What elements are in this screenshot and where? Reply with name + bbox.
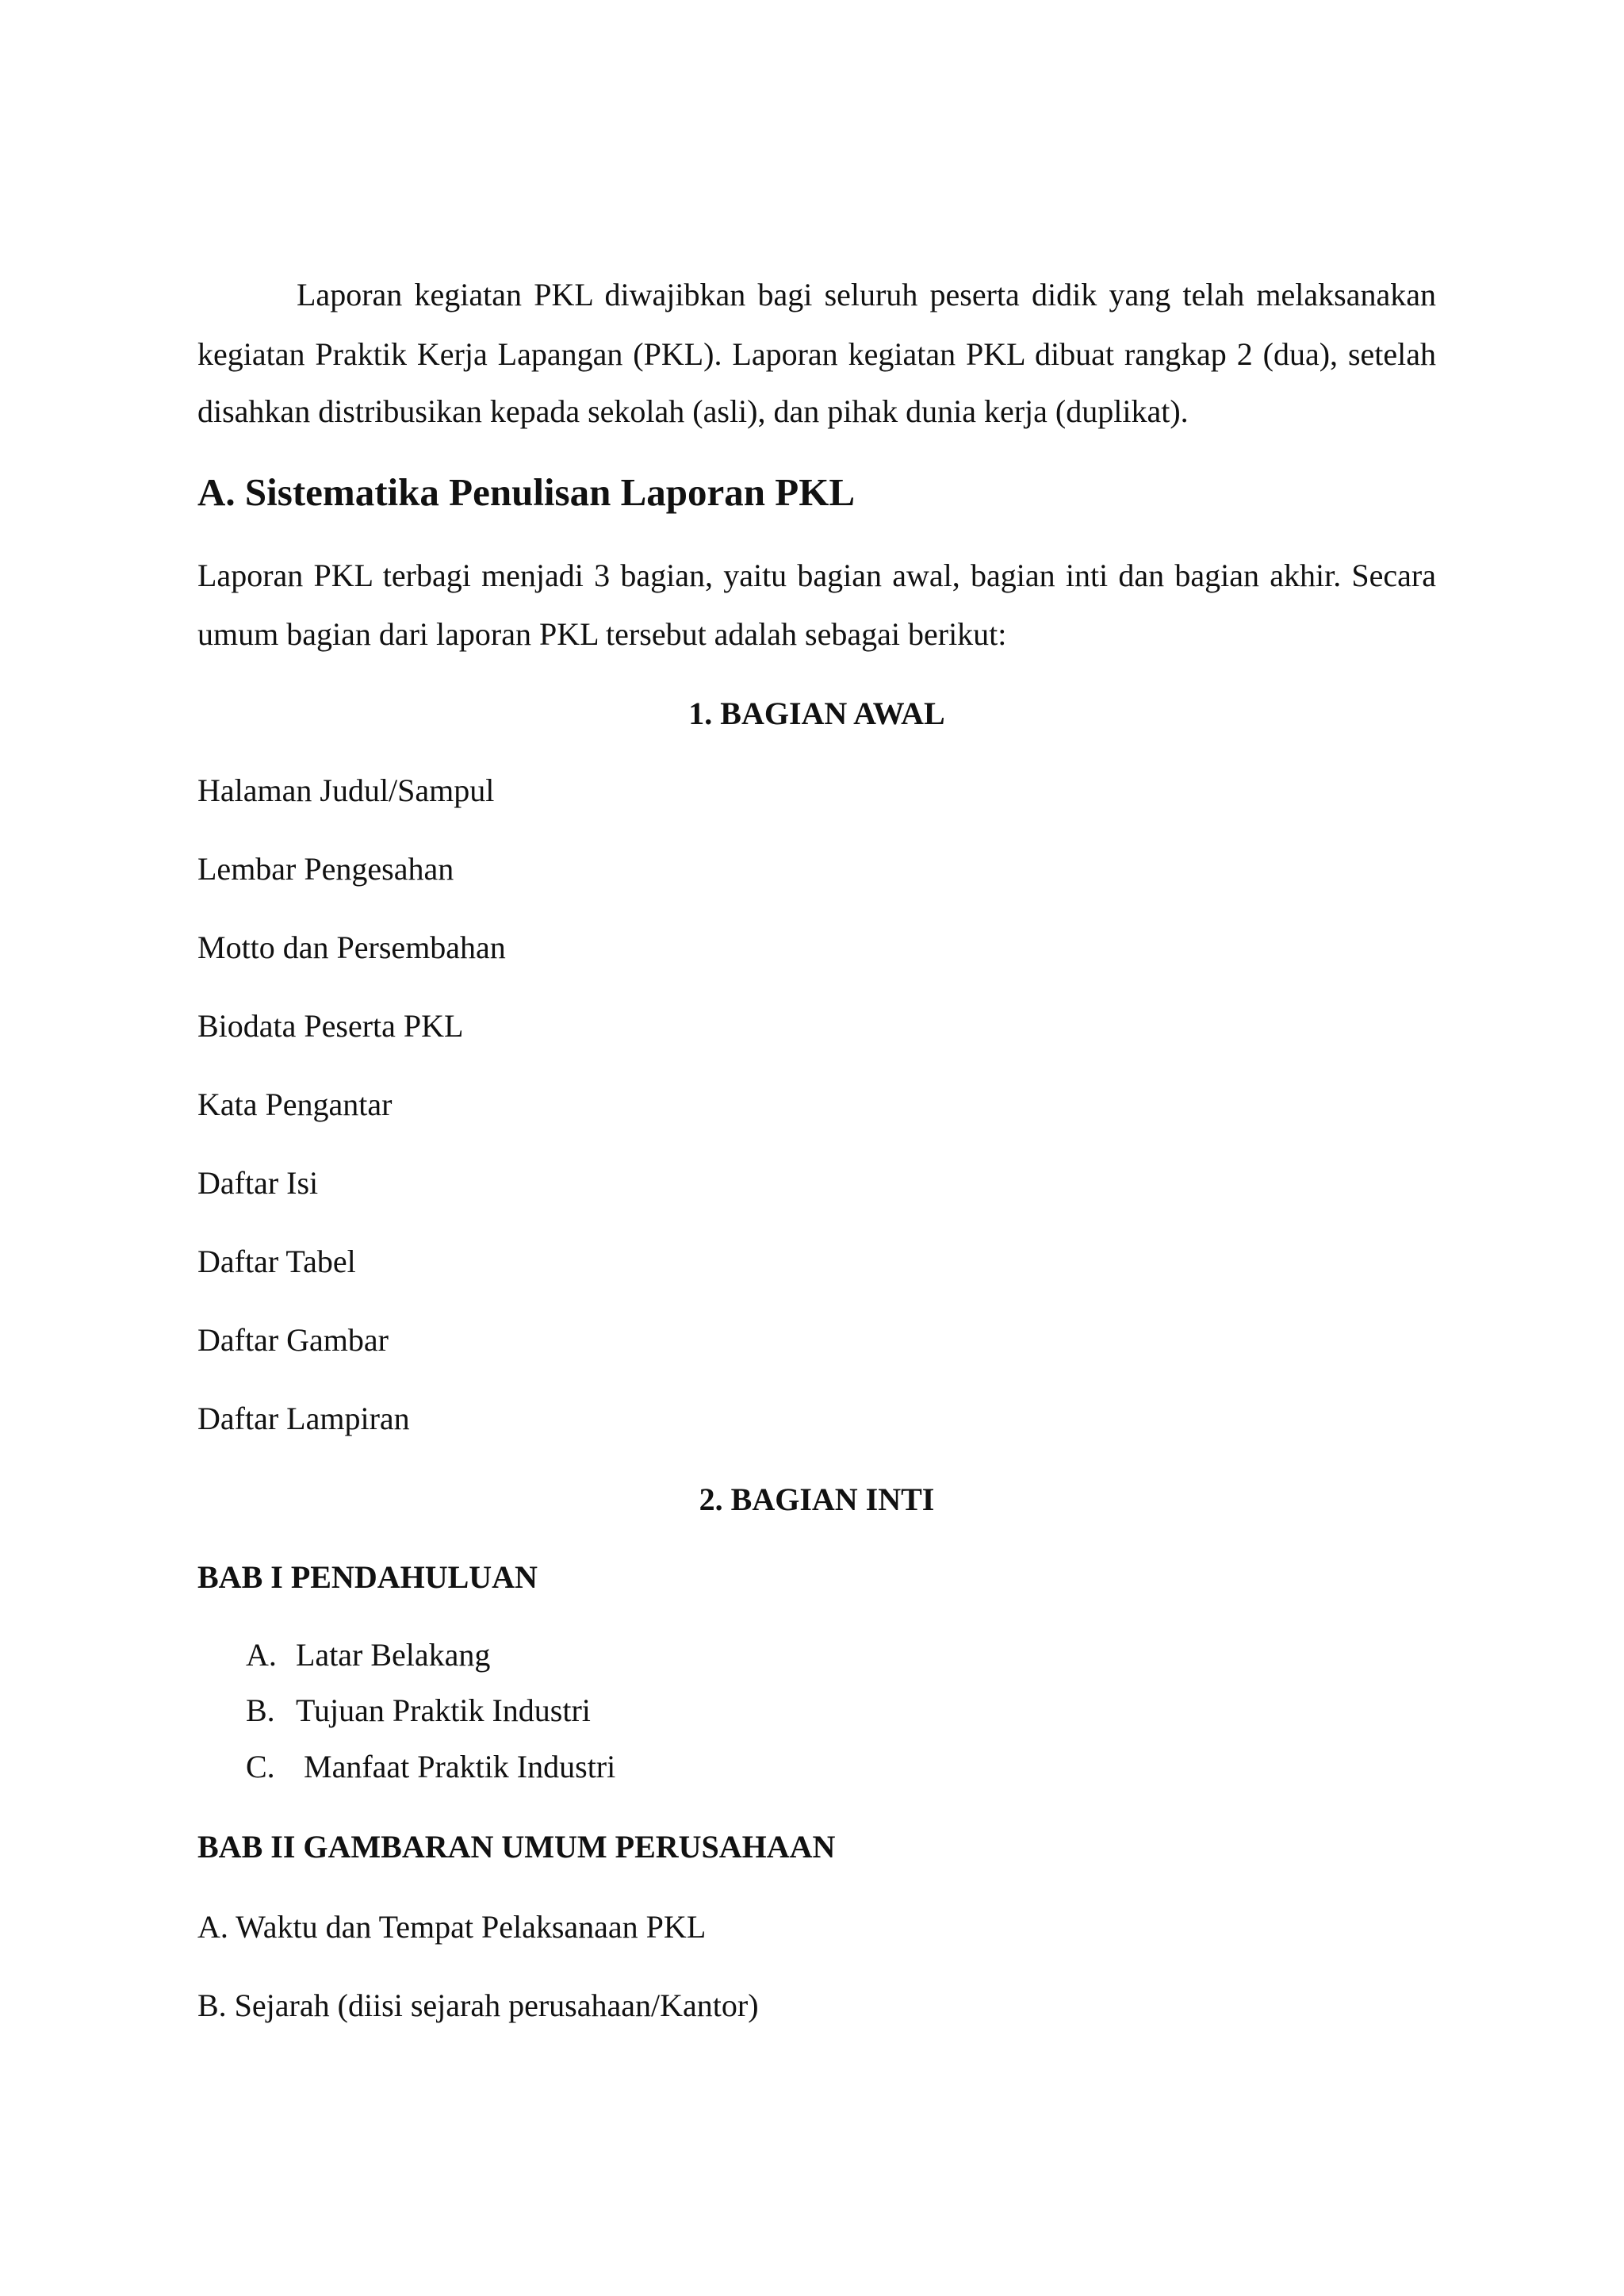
section-heading: A. Sistematika Penulisan Laporan PKL [197,470,856,514]
bab-2-title: BAB II GAMBARAN UMUM PERUSAHAAN [197,1829,836,1865]
list-marker: C. [246,1749,275,1784]
bagian-awal-title: 1. BAGIAN AWAL [688,696,945,731]
list-item: Latar Belakang [296,1637,491,1673]
list-item: Daftar Gambar [197,1322,389,1358]
list-item: Lembar Pengesahan [197,851,454,887]
list-marker: B. [246,1692,275,1728]
bab-1-title: BAB I PENDAHULUAN [197,1559,538,1595]
list-item: B. Sejarah (diisi sejarah perusahaan/Kantor) [197,1987,759,2023]
list-item: Daftar Tabel [197,1244,356,1279]
list-item: Halaman Judul/Sampul [197,772,495,808]
list-item: Tujuan Praktik Industri [296,1692,591,1728]
bagian-inti-title: 2. BAGIAN INTI [699,1481,935,1517]
list-item: Kata Pengantar [197,1087,393,1122]
intro-line-2: kegiatan Praktik Kerja Lapangan (PKL). Laporan kegiatan PKL dibuat rangkap 2 (dua), setelah [197,336,1436,372]
list-item: Manfaat Praktik Industri [296,1749,616,1784]
list-item: A. Waktu dan Tempat Pelaksanaan PKL [197,1909,707,1945]
section-para-line-1: Laporan PKL terbagi menjadi 3 bagian, yaitu bagian awal, bagian inti dan bagian akhir. Secara [197,558,1436,593]
intro-line-1: Laporan kegiatan PKL diwajibkan bagi seluruh peserta didik yang telah melaksanakan [297,277,1436,312]
list-item: Motto dan Persembahan [197,930,506,965]
section-para-line-2: umum bagian dari laporan PKL tersebut adalah sebagai berikut: [197,616,1007,652]
list-item: Daftar Isi [197,1165,319,1201]
list-item: Daftar Lampiran [197,1401,410,1436]
list-item: Biodata Peserta PKL [197,1008,464,1044]
list-marker: A. [246,1637,277,1673]
intro-line-3: disahkan distribusikan kepada sekolah (asli), dan pihak dunia kerja (duplikat). [197,393,1189,429]
